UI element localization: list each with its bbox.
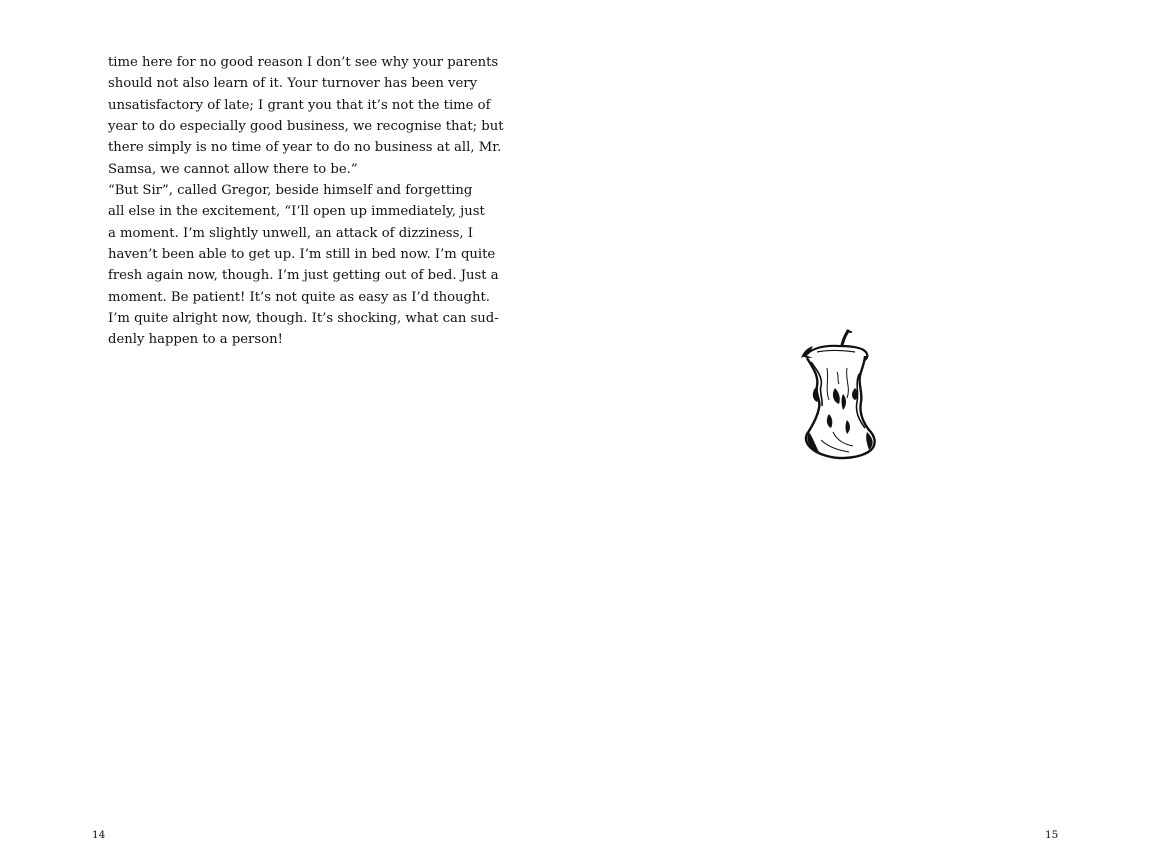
text-line: should not also learn of it. Your turnover has been very xyxy=(108,76,478,92)
text-line: fresh again now, though. I’m just getting out of bed. Just a xyxy=(108,268,499,284)
text-line: moment. Be patient! It’s not quite as easy as I’d thought. xyxy=(108,289,490,305)
right-page xyxy=(576,0,1152,864)
page-number-left: 14 xyxy=(92,829,106,841)
text-line: time here for no good reason I don’t see why your parents xyxy=(108,55,499,70)
text-line: unsatisfactory of late; I grant you that it’s not the time of xyxy=(108,97,491,113)
text-line: I’m quite alright now, though. It’s shocking, what can sud- xyxy=(108,311,499,327)
text-line: there simply is no time of year to do no business at all, Mr. xyxy=(108,140,502,156)
text-line: denly happen to a person! xyxy=(108,332,283,348)
apple-core-icon xyxy=(797,328,881,462)
text-line: “But Sir”, called Gregor, beside himself and forgetting xyxy=(108,183,473,199)
text-line: year to do especially good business, we recognise that; but xyxy=(108,119,504,135)
page-number-right: 15 xyxy=(1045,829,1059,841)
text-line: all else in the excitement, “I’ll open up immediately, just xyxy=(108,204,485,220)
text-line: Samsa, we cannot allow there to be.” xyxy=(108,161,358,177)
body-text xyxy=(108,52,528,351)
text-line: haven’t been able to get up. I’m still in bed now. I’m quite xyxy=(108,247,496,263)
text-line: a moment. I’m slightly unwell, an attack of dizziness, I xyxy=(108,225,473,241)
